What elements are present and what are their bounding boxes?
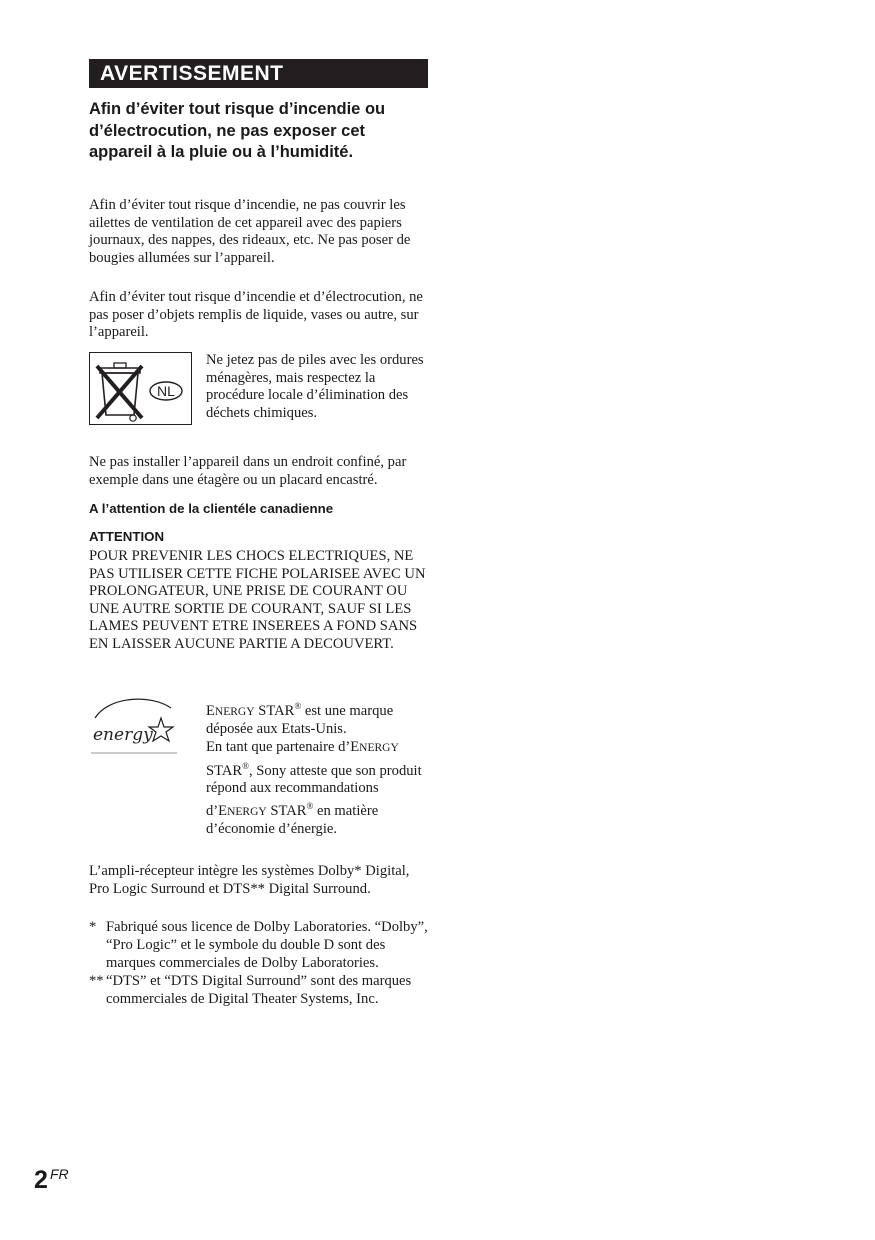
footnote-marker: ** xyxy=(89,973,104,989)
battery-label: NL xyxy=(157,383,175,399)
energy-line2-rest: , Sony atteste que son produit répond aux recommandations d’ xyxy=(206,762,422,819)
lead-warning: Afin d’éviter tout risque d’incendie ou d’électrocution, ne pas exposer cet appareil à la pluie ou à l’humidité. xyxy=(89,100,386,161)
energy-line2-start: En tant que partenaire d’ xyxy=(206,739,351,756)
energy-e-3: E xyxy=(218,802,228,819)
warning-banner: AVERTISSEMENT xyxy=(89,59,428,88)
energy-line3-rest: en matière d’économie d’énergie. xyxy=(206,802,379,838)
energy-star-3: STAR xyxy=(270,802,307,819)
energy-partner xyxy=(206,739,431,839)
ventilation-paragraph: Afin d’éviter tout risque d’incendie, ne pas couvrir les ailettes de ventilation de cet appareil avec des papiers journaux, des nappes, des rideaux, etc. Ne pas poser de bougies allumées sur l’appareil. xyxy=(89,197,411,266)
footnote-dolby xyxy=(89,918,429,972)
footnote-text: “DTS” et “DTS Digital Surround” sont des marques commerciales de Digital Theater Systems, Inc. xyxy=(106,973,412,1007)
energy-line1-rest: est une marque déposée aux Etats-Unis. xyxy=(206,702,394,738)
reg-mark-2: ® xyxy=(242,760,249,771)
energy-star-2: STAR xyxy=(206,762,243,779)
canada-warning: POUR PREVENIR LES CHOCS ELECTRIQUES, NE PAS UTILISER CETTE FICHE POLARISEE AVEC UN PROLONGATEUR, UNE PRISE DE COURANT OU UNE AUTRE SORTIE DE COURANT, SAUF SI LES LAMES PEUVENT ETRE INSEREES A FOND SANS EN LAISSER AUCUNE PARTIE A DECOUVERT. xyxy=(89,548,426,652)
energy-nergy: NERGY xyxy=(214,705,255,718)
energy-star-logo xyxy=(89,692,179,756)
page-language: FR xyxy=(50,1166,69,1182)
energy-star-logo-icon xyxy=(89,692,179,756)
reg-mark-3: ® xyxy=(306,800,314,811)
energy-e-2: E xyxy=(350,739,360,756)
energy-logo-text: energy xyxy=(93,725,153,745)
page-number: 2 xyxy=(34,1166,48,1194)
footnote-marker: * xyxy=(89,919,97,935)
attention-label: ATTENTION xyxy=(89,529,165,544)
footnote-dts xyxy=(89,972,429,1008)
canada-heading: A l’attention de la clientéle canadienne xyxy=(89,501,334,516)
install-paragraph: Ne pas installer l’appareil dans un endroit confiné, par exemple dans une étagère ou un placard encastré. xyxy=(89,454,407,488)
liquid-paragraph: Afin d’éviter tout risque d’incendie et d’électrocution, ne pas poser d’objets remplis de liquide, vases ou autre, sur l’appareil. xyxy=(89,289,423,341)
footnote-text: Fabriqué sous licence de Dolby Laboratories. “Dolby”, “Pro Logic” et le symbole du double D sont des marques commerciales de Dolby Laboratories. xyxy=(106,919,428,971)
energy-e: E xyxy=(206,702,215,719)
crossed-out-bin-icon xyxy=(90,353,191,424)
energy-star: STAR xyxy=(258,702,295,719)
battery-disposal-box xyxy=(89,352,192,425)
energy-nergy-2: NERGY xyxy=(359,742,399,755)
reg-mark: ® xyxy=(294,701,302,711)
battery-paragraph: Ne jetez pas de piles avec les ordures ménagères, mais respectez la procédure locale d’élimination des déchets chimiques. xyxy=(206,352,424,421)
dolby-intro: L’ampli-récepteur intègre les systèmes Dolby* Digital, Pro Logic Surround et DTS** Digital Surround. xyxy=(89,863,410,897)
energy-nergy-3: NERGY xyxy=(227,805,267,818)
energy-trademark xyxy=(206,698,431,739)
